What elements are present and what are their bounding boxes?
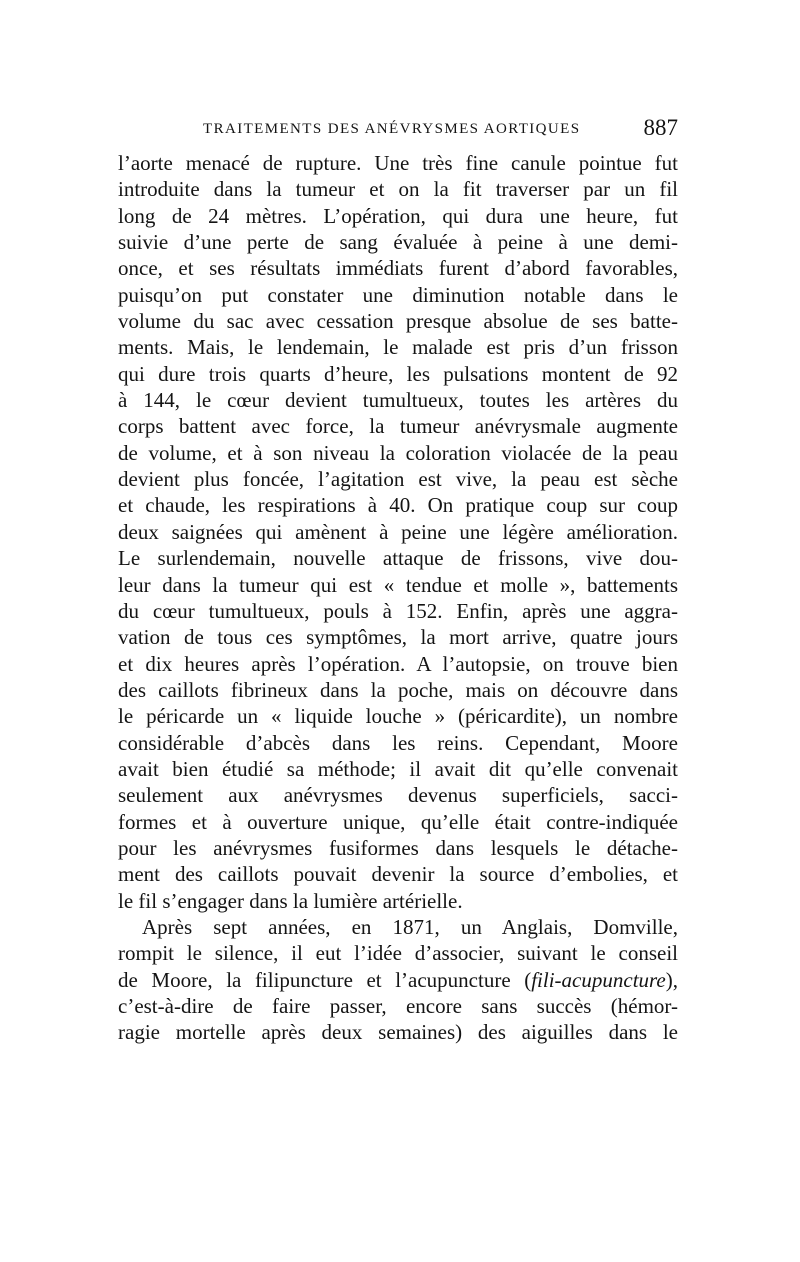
running-head bbox=[118, 117, 678, 141]
text-line: puisqu’on put constater une diminution notable dans le bbox=[118, 282, 678, 307]
italic-term: fili-acupuncture bbox=[531, 967, 666, 992]
text-line: volume du sac avec cessation presque absolue de ses batte- bbox=[118, 309, 678, 334]
text-line: devient plus foncée, l’agitation est vive, la peau est sèche bbox=[118, 467, 678, 492]
text-line: c’est-à-dire de faire passer, encore sans succès (hémor- bbox=[118, 994, 678, 1018]
text-line: avait bien étudié sa méthode; il avait dit qu’elle convenait bbox=[118, 756, 678, 781]
text-line: considérable d’abcès dans les reins. Cependant, Moore bbox=[118, 730, 678, 755]
paragraph bbox=[118, 914, 678, 1046]
text-line: rompit le silence, il eut l’idée d’associer, suivant le conseil bbox=[118, 941, 678, 966]
text-line: le péricarde un « liquide louche » (péricardite), un nombre bbox=[118, 704, 678, 729]
text-line: et chaude, les respirations à 40. On pratique coup sur coup bbox=[118, 493, 678, 518]
text-line: Le surlendemain, nouvelle attaque de frissons, vive dou- bbox=[118, 546, 678, 571]
text-line: l’aorte menacé de rupture. Une très fine canule pointue fut bbox=[118, 151, 678, 175]
text-line: deux saignées qui amènent à peine une légère amélioration. bbox=[118, 519, 678, 544]
text-line-with-italic bbox=[118, 967, 678, 993]
text-line: ment des caillots pouvait devenir la source d’embolies, et bbox=[118, 862, 678, 887]
text-line: le fil s’engager dans la lumière artérielle. bbox=[118, 888, 463, 913]
text-line: qui dure trois quarts d’heure, les pulsations montent de 92 bbox=[118, 361, 678, 386]
text-line: du cœur tumultueux, pouls à 152. Enfin, après une aggra- bbox=[118, 598, 678, 623]
text-line: à 144, le cœur devient tumultueux, toutes les artères du bbox=[118, 388, 678, 413]
text-segment: de Moore, la filipuncture et l’acupuncture ( bbox=[118, 967, 532, 992]
page-number: 887 bbox=[643, 115, 678, 140]
text-line: ragie mortelle après deux semaines) des aiguilles dans le bbox=[118, 1020, 678, 1045]
text-line: corps battent avec force, la tumeur anévrysmale augmente bbox=[118, 414, 678, 439]
text-segment: ), bbox=[665, 967, 678, 992]
text-line: suivie d’une perte de sang évaluée à peine à une demi- bbox=[118, 230, 678, 255]
text-line: de volume, et à son niveau la coloration violacée de la peau bbox=[118, 440, 678, 465]
text-line: et dix heures après l’opération. A l’autopsie, on trouve bien bbox=[118, 651, 678, 676]
text-line: formes et à ouverture unique, qu’elle était contre-indiquée bbox=[118, 809, 678, 834]
text-line: vation de tous ces symptômes, la mort arrive, quatre jours bbox=[118, 625, 678, 650]
paragraph bbox=[118, 150, 678, 914]
text-line: long de 24 mètres. L’opération, qui dura une heure, fut bbox=[118, 203, 678, 228]
text-line: seulement aux anévrysmes devenus superficiels, sacci- bbox=[118, 783, 678, 808]
body-text bbox=[118, 150, 678, 1046]
text-line: once, et ses résultats immédiats furent d’abord favorables, bbox=[118, 256, 678, 281]
text-line: Après sept années, en 1871, un Anglais, Domville, bbox=[142, 914, 678, 939]
text-line: ments. Mais, le lendemain, le malade est pris d’un frisson bbox=[118, 335, 678, 360]
text-line: introduite dans la tumeur et on la fit traverser par un fil bbox=[118, 177, 678, 202]
text-line: des caillots fibrineux dans la poche, mais on découvre dans bbox=[118, 677, 678, 702]
text-line: pour les anévrysmes fusiformes dans lesquels le détache- bbox=[118, 835, 678, 860]
text-line: leur dans la tumeur qui est « tendue et molle », battements bbox=[118, 572, 678, 597]
running-title: TRAITEMENTS DES ANÉVRYSMES AORTIQUES bbox=[203, 121, 581, 137]
